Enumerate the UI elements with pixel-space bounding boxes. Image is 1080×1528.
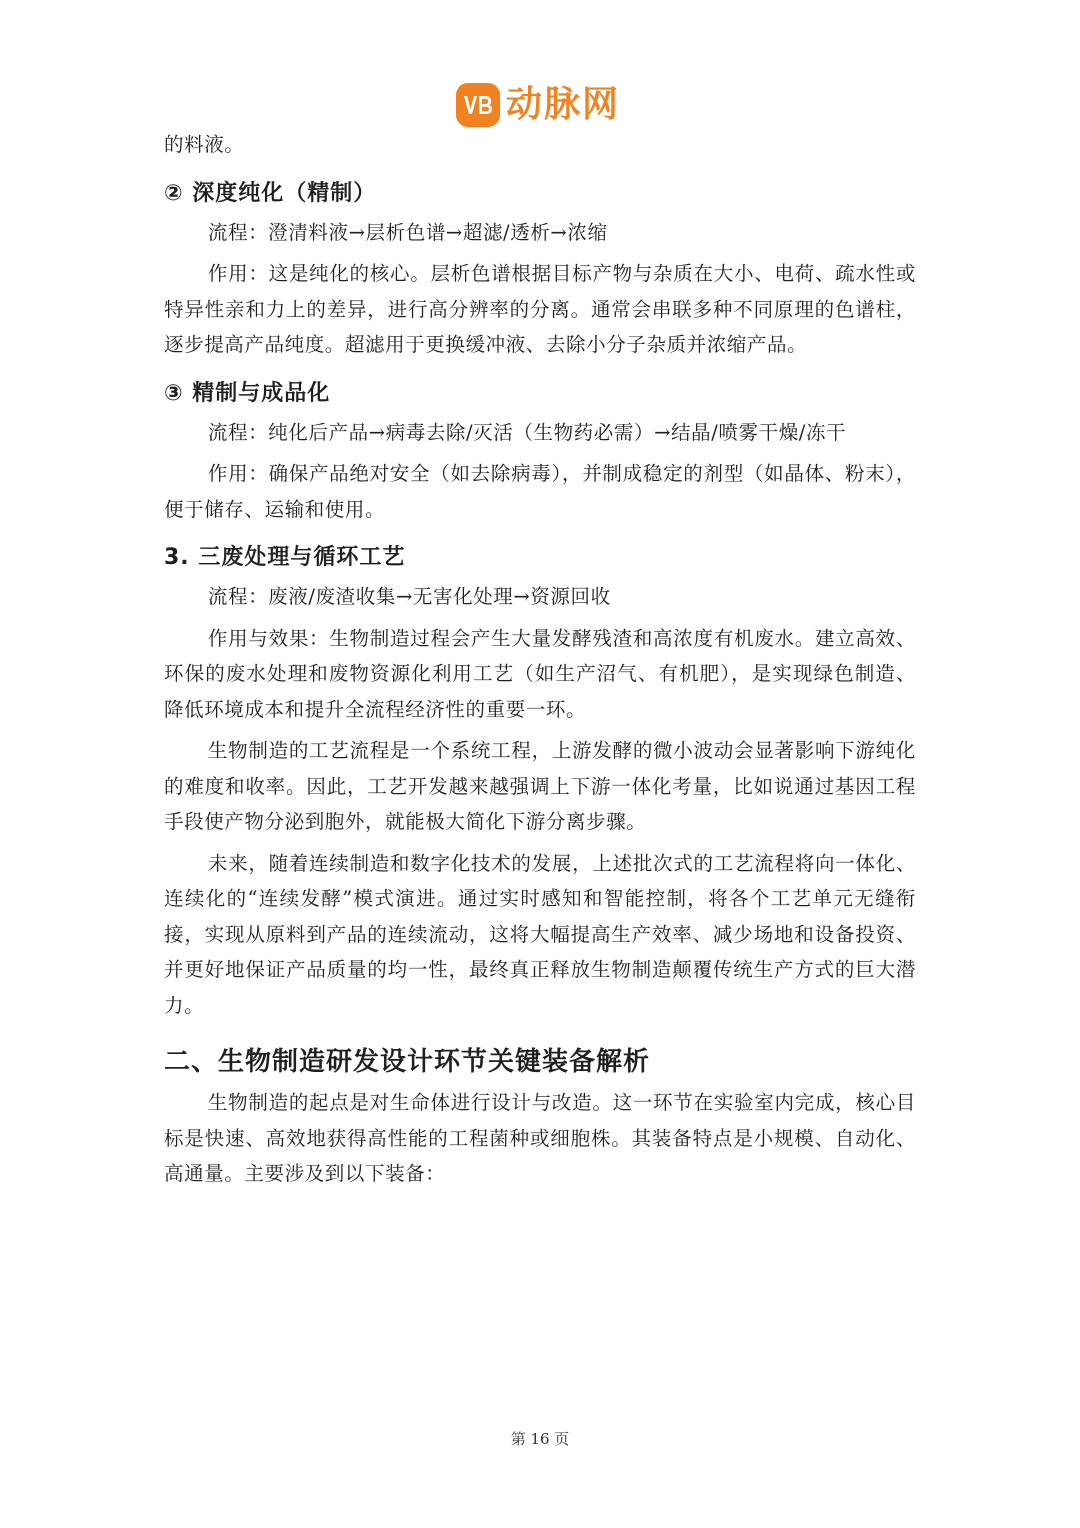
subheading-waste-treatment: 3. 三废处理与循环工艺 xyxy=(164,545,406,570)
section-heading-rd-equipment: 二、生物制造研发设计环节关键装备解析 xyxy=(164,1047,651,1077)
vb-glyph-icon xyxy=(462,93,494,117)
page-number: 第 16 页 xyxy=(510,1430,570,1448)
brand-logo xyxy=(456,82,620,128)
document-body xyxy=(164,127,916,1192)
waste-role: 作用与效果：生物制造过程会产生大量发酵残渣和高浓度有机废水。建立高效、环保的废水处理和废物资源化利用工艺（如生产沼气、有机肥），是实现绿色制造、降低环境成本和提升全流程经济性的重要一环。 xyxy=(164,626,916,721)
vb-logo-icon xyxy=(456,83,500,127)
logo-wordmark: 动脉网 xyxy=(506,84,621,125)
refining-flow: 流程：纯化后产品→病毒去除/灭活（生物药必需）→结晶/喷雾干燥/冻干 xyxy=(207,420,847,444)
deep-purification-role: 作用：这是纯化的核心。层析色谱根据目标产物与杂质在大小、电荷、疏水性或特异性亲和力上的差异，进行高分辨率的分离。通常会串联多种不同原理的色谱柱，逐步提高产品纯度。超滤用于更换缓冲液、去除小分子杂质并浓缩产品。 xyxy=(164,262,916,356)
paragraph-continuation: 的料液。 xyxy=(164,133,245,156)
paragraph-rd-intro: 生物制造的起点是对生命体进行设计与改造。这一环节在实验室内完成，核心目标是快速、高效地获得高性能的工程菌种或细胞株。其装备特点是小规模、自动化、高通量。主要涉及到以下装备： xyxy=(164,1091,916,1185)
refining-role: 作用：确保产品绝对安全（如去除病毒），并制成稳定的剂型（如晶体、粉末），便于储存、运输和使用。 xyxy=(164,462,916,521)
paragraph-system-engineering: 生物制造的工艺流程是一个系统工程，上游发酵的微小波动会显著影响下游纯化的难度和收率。因此，工艺开发越来越强调上下游一体化考量，比如说通过基因工程手段使产物分泌到胞外，就能极大简化下游分离步骤。 xyxy=(164,739,916,833)
deep-purification-flow: 流程：澄清料液→层析色谱→超滤/透析→浓缩 xyxy=(207,220,608,244)
waste-flow: 流程：废液/废渣收集→无害化处理→资源回收 xyxy=(207,585,611,608)
subheading-refining: ③ 精制与成品化 xyxy=(164,380,331,406)
subheading-deep-purification: ② 深度纯化（精制） xyxy=(164,180,377,206)
paragraph-future: 未来，随着连续制造和数字化技术的发展，上述批次式的工艺流程将向一体化、连续化的“连续发酵”模式演进。通过实时感知和智能控制，将各个工艺单元无缝衔接，实现从原料到产品的连续流动，这将大幅提高生产效率、减少场地和设备投资、并更好地保证产品质量的均一性，最终真正释放生物制造颠覆传统生产方式的巨大潜力。 xyxy=(164,851,916,1017)
